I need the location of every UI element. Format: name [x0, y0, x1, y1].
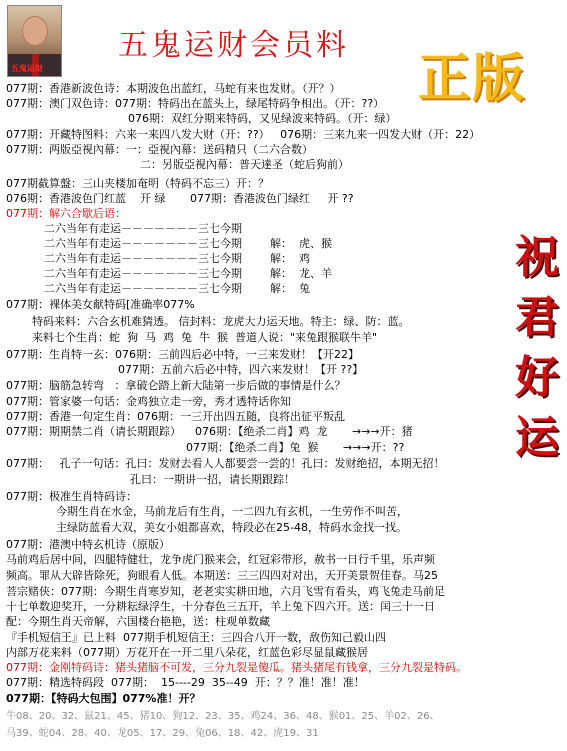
line-riddle-3: 二六当年有走运－－－－－－－三七今期 解： 鸡 [44, 252, 310, 265]
line-riddle-2: 二六当年有走运－－－－－－－三七今期 解： 虎、猴 [44, 237, 332, 250]
line-special-envelope: 077期：【特码大包围】077%准！开？ [6, 692, 201, 705]
line-vajra-poem: 077期：金刚特码诗：猪头猪脑不可发，三分九裂是傻瓜。猪头猪尾有钱拿，三分九裂是特码。 [6, 661, 467, 674]
genuine-stamp: 正版 [418, 49, 527, 109]
blessing-side-text: 祝君好运 [515, 232, 559, 463]
line-zodiac-mystery-2: 077期：五前六后必中特，四六来发财！【开 ??】 [118, 363, 364, 376]
line-ban-two-zodiacs: 077期：期期禁二肖（请长期跟踪） 076期：【绝杀二肖】鸡 龙 →→→开：猪 [6, 425, 413, 438]
line-confucius-2: 孔曰：一期讲一招，请长期跟踪！ [130, 473, 295, 486]
line-brain-teaser: 077期：脑筋急转弯 ：拿破仑踏上新大陆第一步后做的事情是什么？ [6, 379, 346, 392]
line-confucius: 077期： 孔子一句话：孔曰：发财去看人人都要尝一尝的！孔曰：发财绝招，本期无招！ [6, 457, 445, 470]
line-zodiac-poem-header: 077期：极准生肖特码诗： [6, 490, 137, 503]
line-hidden-chart: 077期：开藏特图料：六来一来四八发大财（开：??） 076期：三来九来一四发大财（开：22） [6, 128, 481, 141]
line-seven-zodiacs: 来料七个生肖：蛇 狗 马 鸡 兔 牛 猴 普道人说："来兔跟猴联牛羊" [32, 331, 378, 344]
line-riddle-header: 077期：解六合歇后语： [6, 207, 126, 220]
line-atv-inside-1: 077期：两版亞視內幕：一：亞視內幕：送码精只（二六合数） [6, 143, 313, 156]
line-atv-inside-2: 二：另版亞視內幕：普天達圣（蛇后狗前） [140, 158, 349, 171]
line-hk-one-phrase: 077期：香港一句定生肖：076期：一三开出四五随，良将出征平叛乱 [6, 410, 345, 423]
line-abacus: 077期截算盤：三山夹楼加奄明（特码不忘三）开：？ [6, 177, 269, 190]
line-sms-king: 『手机短信王』已上料 077期手机短信王：三四合八开一数，敌伤知己毅山四 [6, 631, 386, 644]
line-hk-wave-poem: 077期：香港新波色诗：本期波色出蓝红，马蛇有来也发财。（开？） [6, 82, 341, 95]
line-riddle-4: 二六当年有走运－－－－－－－三七今期 解： 龙、羊 [44, 267, 332, 280]
line-hkmo-poem-1: 马前鸡后居中间，四腿特健壮，龙争虎门猴来会，红冠彩带形，赦书一日行千里，乐声频 [6, 553, 435, 566]
zodiac-number-row-2: 马39、蛇04、28、40、龙05、17、29、兔06、18、42、虎19、31 [6, 728, 319, 739]
line-hkmo-poem-header: 077期：港澳中特玄机诗（原版） [6, 538, 170, 551]
line-selected-segment: 077期：精选特码段 077期： 15----29 35--49 开：？？准！准！准！ [6, 676, 365, 689]
page-title: 五鬼运财会员料 [118, 28, 349, 63]
face-shape [22, 16, 48, 46]
line-nude-special: 077期：裸体美女献特码[准确率077% [6, 298, 195, 311]
photo-caption: 五鬼运财 [11, 64, 43, 73]
line-zodiac-mystery: 077期：生肖特一玄：076期：三前四后必中特，一三来发财！【开22】 [6, 348, 359, 361]
line-riddle-1: 二六当年有走运－－－－－－－三七今期 [44, 222, 242, 235]
line-special-source: 特码来料：六合玄机难猜透。 信封料：龙虎大力运天地。特主：绿、防：蓝。 [32, 315, 410, 328]
line-gambler-3: 配：今期生肖天帝解，六国楼台艳艳，送：柱观单数藏 [6, 615, 270, 628]
line-macau-color-poem: 077期：澳门双色诗：077期：特码出在蓝头上，绿尾特码争相出。（开：??） [6, 97, 385, 110]
line-housekeeper: 077期：管家婆一句话：金鸡独立走一旁，秀才透特话你知 [6, 395, 291, 408]
line-gambler-2: 十七单数迎奖开，一分耕耘绿浮生，十分春色三五开，羊上兔下四六开。送：闰三十一日 [6, 600, 435, 613]
line-zodiac-poem-2: 主绿防蓝看大双，美女小姐都喜欢，特段必在25-48，特码水金找一找。 [56, 521, 407, 534]
line-zodiac-poem-1: 今期生肖在水金，马前龙后有生肖，一二四九有玄机，一生劳作不叫苦， [56, 505, 408, 518]
line-wanhua: 内部万花来料（077期）万花开在一开二里八朵花，红蓝色彩尽显鼠藏猴居 [6, 646, 368, 659]
line-kill-two-zodiacs: 077期：【绝杀二肖】兔 猴 →→→开：?? [186, 441, 405, 454]
avatar [7, 5, 62, 77]
line-hkmo-poem-2: 频高。罪从大辟皆除死，狗眼看人低。本期送：三三四四对对出，天开美景贺佳春。马25 [6, 569, 438, 582]
line-hk-color-door: 076期：香港波色门红蓝 开 绿 077期：香港波色门绿红 开 ?? [6, 192, 354, 205]
zodiac-number-row-1: 牛08、20、32、鼠21、45、猪10、狗12、23、35、鸡24、36、48、猴01、25、羊02、26、 [6, 711, 440, 722]
line-macau-color-poem-2: 076期：双红分期来特码，又见绿波来特码。（开：绿） [128, 112, 397, 125]
line-riddle-5: 二六当年有走运－－－－－－－三七今期 解： 兔 [44, 282, 310, 295]
line-gambler-1: 菩宗赌侠：077期：今期生肖寒岁知，老老实实耕田地，六月飞雪有看头，鸡飞兔走马前足 [6, 585, 445, 598]
